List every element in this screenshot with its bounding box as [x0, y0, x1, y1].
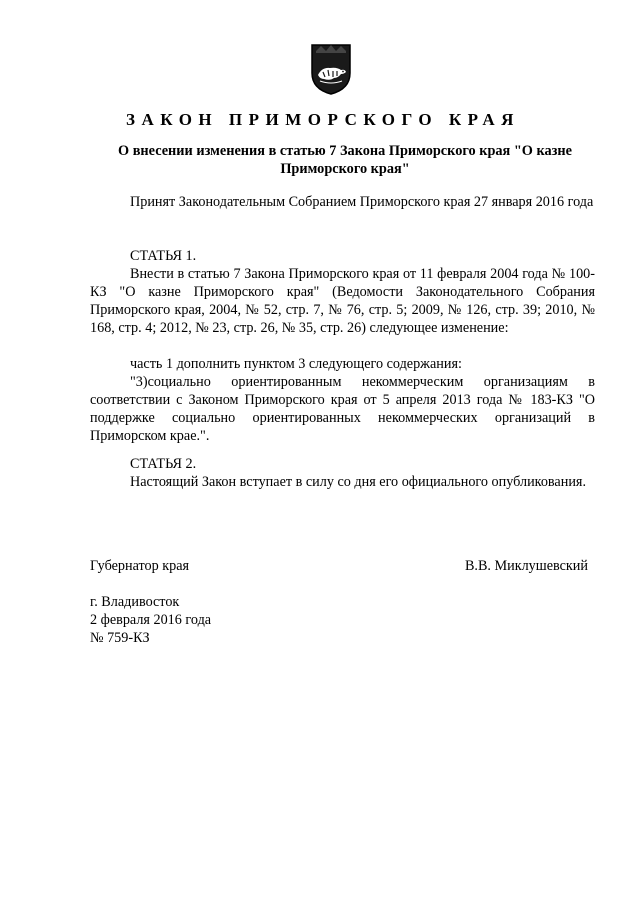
law-number: № 759-КЗ [90, 630, 150, 646]
article-1-paragraph-3: "3)социально ориентированным некоммерческим организациям в соответствии с Законом Приморского края от 5 апреля 2013 года № 183-КЗ "О поддержке социально ориентированных некоммерческих организаций в Приморском крае.". [90, 374, 595, 444]
law-title: ЗАКОН ПРИМОРСКОГО КРАЯ [126, 110, 520, 129]
article-1-heading: СТАТЬЯ 1. [130, 248, 197, 264]
article-1-paragraph-1: Внести в статью 7 Закона Приморского края от 11 февраля 2004 года № 100-КЗ "О казне Приморского края" (Ведомости Законодательного Собрания Приморского края, 2004, № 52, стр. 7, № 76, стр. 5; 2009, № 126, стр. 39; 2010, № 168, стр. 4; 2012, № 23, стр. 26, № 35, стр. 26) следующее изменение: [90, 266, 595, 336]
signatory-name: В.В. Миклушевский [464, 558, 588, 574]
adoption-paragraph: Принят Законодательным Собранием Приморского края 27 января 2016 года [130, 194, 594, 210]
article-2-paragraph-1: Настоящий Закон вступает в силу со дня его официального опубликования. [130, 474, 586, 490]
coat-of-arms-icon [310, 43, 352, 95]
law-subtitle: О внесении изменения в статью 7 Закона Приморского края "О казне Приморского края" [118, 143, 572, 177]
article-1-paragraph-2: часть 1 дополнить пунктом 3 следующего содержания: [130, 356, 462, 372]
issue-city: г. Владивосток [90, 594, 180, 610]
article-2-heading: СТАТЬЯ 2. [130, 456, 197, 472]
signatory-position: Губернатор края [90, 558, 190, 574]
issue-date: 2 февраля 2016 года [90, 612, 212, 628]
issue-details [90, 593, 211, 647]
